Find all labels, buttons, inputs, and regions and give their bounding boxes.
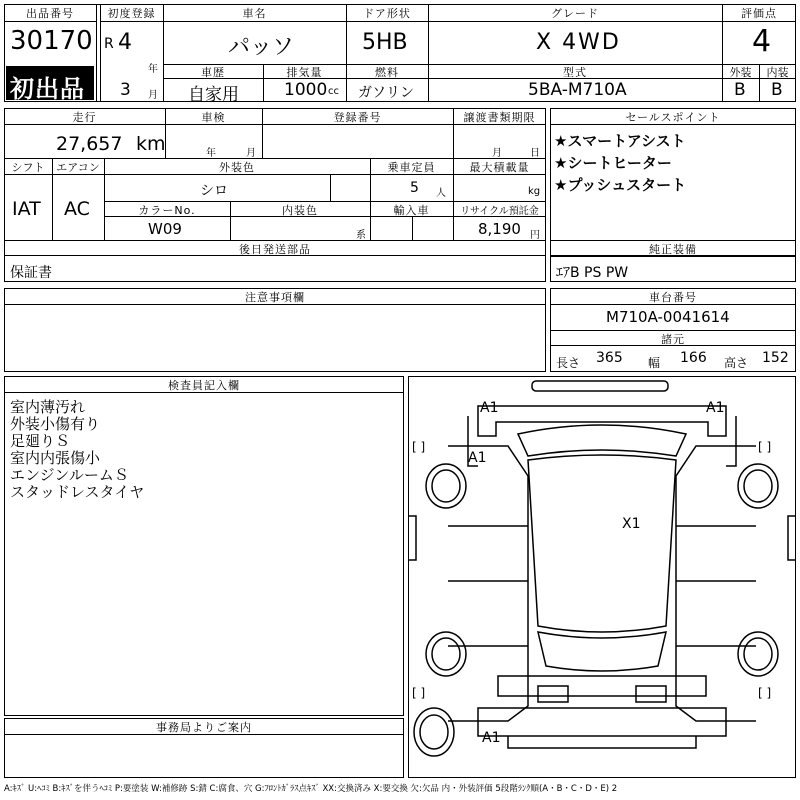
inspector-line-6: スタッドレスタイヤ bbox=[10, 483, 145, 501]
fuel: ガソリン bbox=[358, 85, 414, 101]
int-color-unit: 系 bbox=[356, 230, 366, 241]
bracket-front-right: [ ] bbox=[758, 440, 772, 454]
height-label: 高さ bbox=[724, 356, 749, 370]
length-label: 長さ bbox=[556, 356, 581, 370]
recycle: 8,190 bbox=[478, 220, 521, 238]
sales-item-2: ★シートヒーター bbox=[554, 154, 672, 172]
fuel-label: 燃料 bbox=[375, 66, 399, 79]
model-label: 型式 bbox=[563, 66, 587, 79]
color-no: W09 bbox=[148, 220, 182, 238]
capacity-unit: 人 bbox=[436, 188, 446, 199]
bracket-rear-right: [ ] bbox=[758, 686, 772, 700]
bracket-rear-left: [ ] bbox=[412, 686, 426, 700]
recycle-unit: 円 bbox=[530, 230, 540, 241]
first-listing-text: 初出品 bbox=[10, 75, 85, 103]
exterior-label: 外装 bbox=[729, 66, 752, 79]
length: 365 bbox=[596, 350, 623, 366]
transfer-month-unit: 月 bbox=[492, 148, 502, 159]
car-outline-svg bbox=[408, 376, 796, 778]
equipment-label: 純正装備 bbox=[649, 243, 697, 256]
era: R bbox=[104, 36, 114, 52]
interior: B bbox=[771, 80, 783, 100]
mileage-label: 走行 bbox=[72, 111, 97, 124]
damage-mark-roof: X1 bbox=[622, 516, 641, 532]
inspector-line-4: 室内内張傷小 bbox=[10, 449, 101, 467]
later-block bbox=[4, 256, 546, 282]
displacement-unit: cc bbox=[328, 86, 339, 97]
lot-number: 30170 bbox=[10, 26, 93, 56]
inspector-label: 検査員記入欄 bbox=[168, 379, 240, 392]
recycle-label: リサイクル預託金 bbox=[460, 206, 539, 217]
int-color-label: 内装色 bbox=[282, 204, 318, 217]
month: 3 bbox=[120, 80, 131, 100]
damage-mark-front-left: A1 bbox=[480, 400, 499, 416]
ac-label: エアコン bbox=[56, 161, 100, 174]
sales-item-1: ★スマートアシスト bbox=[554, 132, 686, 150]
capacity-label: 乗車定員 bbox=[387, 161, 436, 174]
history: 自家用 bbox=[188, 85, 239, 105]
shift-label: シフト bbox=[11, 161, 45, 174]
door-label: ドア形状 bbox=[363, 7, 411, 20]
lot-label: 出品番号 bbox=[26, 7, 74, 20]
inspection-label: 車検 bbox=[201, 111, 226, 124]
transfer-label: 譲渡書類期限 bbox=[463, 111, 536, 124]
bracket-front-left: [ ] bbox=[412, 440, 426, 454]
damage-mark-rear: A1 bbox=[482, 730, 501, 746]
damage-mark-left-fender: A1 bbox=[468, 450, 487, 466]
width: 166 bbox=[680, 350, 707, 366]
chassis-value: M710A-0041614 bbox=[606, 308, 730, 326]
year: 4 bbox=[118, 30, 132, 55]
model: 5BA-M710A bbox=[528, 80, 627, 100]
score: 4 bbox=[752, 24, 772, 59]
spec-label: 諸元 bbox=[661, 333, 685, 346]
transfer-day-unit: 日 bbox=[530, 148, 540, 159]
score-label: 評価点 bbox=[741, 7, 777, 20]
color-label: 外装色 bbox=[219, 161, 255, 174]
capacity: 5 bbox=[410, 180, 419, 196]
month-unit: 月 bbox=[148, 90, 158, 101]
inspection-month-unit: 月 bbox=[246, 148, 256, 159]
shift: IAT bbox=[12, 198, 41, 220]
inspector-line-1: 室内薄汚れ bbox=[10, 398, 86, 416]
chassis-label: 車台番号 bbox=[649, 291, 697, 304]
car-name: パッソ bbox=[228, 35, 295, 60]
displacement: 1000 bbox=[284, 80, 328, 100]
grade-label: グレード bbox=[551, 7, 599, 20]
mileage: 27,657 bbox=[56, 133, 123, 155]
damage-mark-front-right: A1 bbox=[706, 400, 725, 416]
car-name-label: 車名 bbox=[242, 7, 267, 20]
displacement-label: 排気量 bbox=[286, 66, 323, 79]
reg-no-label: 登録番号 bbox=[333, 111, 382, 124]
inspection-year-unit: 年 bbox=[206, 148, 216, 159]
load-unit: kg bbox=[528, 186, 541, 197]
mileage-unit: km bbox=[136, 133, 166, 155]
inspector-line-5: エンジンルームＳ bbox=[10, 466, 129, 484]
interior-label: 内装 bbox=[766, 66, 789, 79]
later: 保証書 bbox=[10, 265, 52, 281]
color-no-label: カラーNo. bbox=[138, 204, 196, 217]
door: 5HB bbox=[362, 30, 408, 55]
first-reg-label: 初度登録 bbox=[107, 7, 156, 20]
inspector-line-3: 足廻りＳ bbox=[10, 432, 71, 450]
notes-label: 注意事項欄 bbox=[245, 291, 305, 304]
legend: A:ｷｽﾞ U:ﾍｺﾐ B:ｷｽﾞを伴うﾍｺﾐ P:要塗装 W:補修跡 S:錆 C:腐食、穴 G:ﾌﾛﾝﾄｶﾞﾗｽ点ｷｽﾞ XX:交換済み X:要交換 欠:欠品 内・外装評価 5段階ﾗﾝｸ順(A・B・C・D・E) 2 bbox=[4, 784, 618, 794]
office-label: 事務局よりご案内 bbox=[156, 721, 252, 734]
sales-item-3: ★プッシュスタート bbox=[554, 176, 687, 194]
width-label: 幅 bbox=[648, 356, 661, 370]
grade: X 4WD bbox=[536, 30, 621, 55]
import-label: 輸入車 bbox=[393, 204, 430, 217]
inspector-line-2: 外装小傷有り bbox=[10, 415, 101, 433]
color: シロ bbox=[200, 183, 228, 199]
sales-label: セールスポイント bbox=[625, 111, 721, 124]
ac: AC bbox=[64, 198, 90, 220]
load-label: 最大積載量 bbox=[469, 161, 530, 174]
exterior: B bbox=[734, 80, 746, 100]
later-label: 後日発送部品 bbox=[239, 243, 311, 256]
year-unit: 年 bbox=[148, 64, 158, 75]
details-block bbox=[4, 108, 546, 256]
history-label: 車歴 bbox=[201, 66, 225, 79]
height: 152 bbox=[762, 350, 789, 366]
equipment-value: ｴｱB PS PW bbox=[556, 265, 629, 281]
